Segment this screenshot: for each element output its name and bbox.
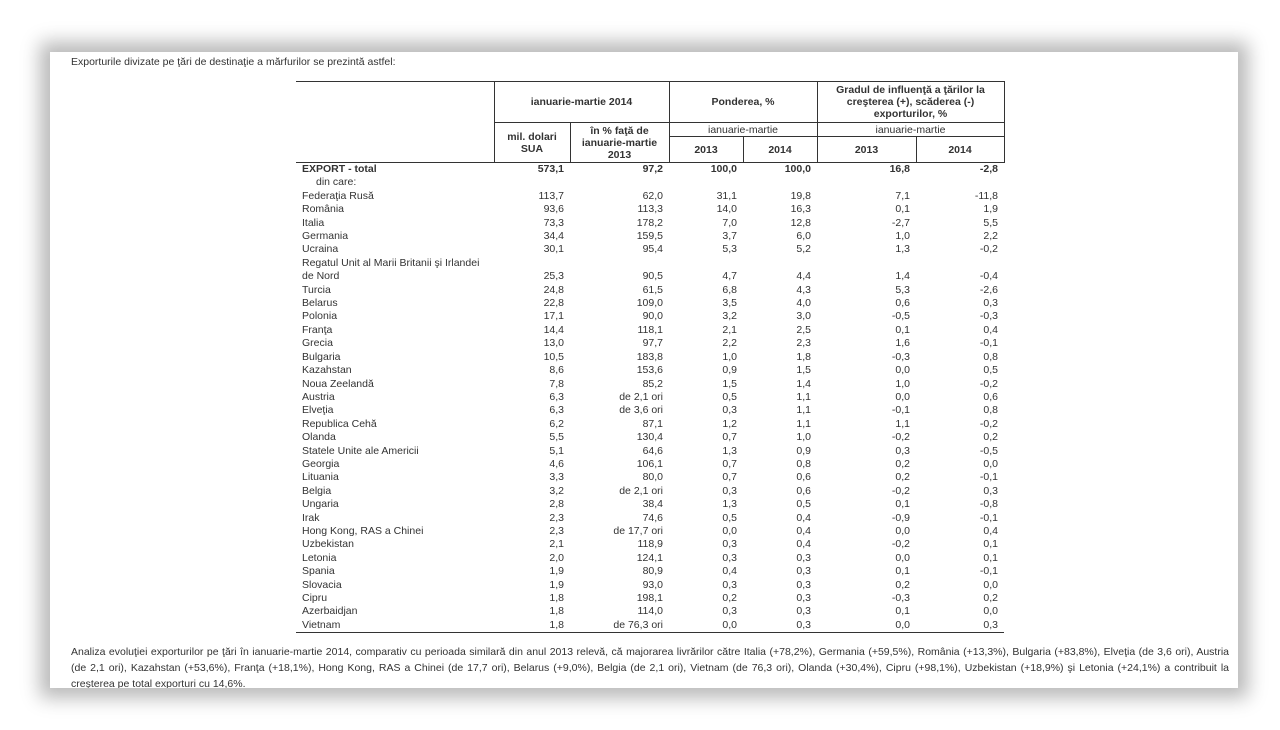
value-cell: 0,6: [796, 471, 811, 484]
table-row: [296, 525, 1004, 538]
value-cell: 0,2: [895, 457, 910, 470]
value-cell: 0,0: [983, 457, 998, 470]
table-row: [296, 552, 1004, 565]
value-cell: 87,1: [642, 417, 663, 430]
value-cell: 0,5: [983, 364, 998, 377]
table-row: [296, 431, 1004, 444]
value-cell: 2,1: [722, 323, 737, 336]
value-cell: 64,6: [642, 444, 663, 457]
country-cell: Italia: [302, 216, 325, 229]
country-cell: Austria: [302, 390, 335, 403]
country-cell: Lituania: [302, 471, 339, 484]
value-cell: 1,8: [796, 350, 811, 363]
value-cell: 3,0: [796, 310, 811, 323]
value-cell: 0,1: [983, 538, 998, 551]
value-cell: 1,1: [796, 404, 811, 417]
value-cell: 3,2: [722, 310, 737, 323]
value-cell: 4,4: [796, 270, 811, 283]
value-cell: 80,9: [642, 565, 663, 578]
country-cell: Ucraina: [302, 243, 339, 256]
value-cell: 61,5: [642, 283, 663, 296]
value-cell: de 3,6 ori: [619, 404, 663, 417]
value-cell: 118,9: [637, 538, 663, 551]
value-cell: 2,8: [549, 498, 564, 511]
country-cell: Elveţia: [302, 404, 334, 417]
value-cell: -0,3: [891, 592, 910, 604]
value-cell: de 2,1 ori: [619, 390, 663, 403]
value-cell: 106,1: [636, 457, 663, 470]
value-cell: 0,7: [722, 457, 737, 470]
value-cell: 97,2: [570, 163, 669, 177]
value-cell: -0,3: [979, 310, 998, 323]
value-cell: 113,7: [538, 189, 564, 202]
value-cell: -0,5: [979, 444, 998, 457]
value-cell: 0,3: [895, 444, 910, 457]
value-cell: 5,3: [895, 283, 910, 296]
value-cell: -0,3: [891, 350, 910, 363]
exports-table: [296, 81, 1005, 633]
table-row: [296, 605, 1004, 618]
value-cell: 14,0: [716, 203, 737, 216]
value-cell: [494, 257, 570, 270]
header-period-2014: ianuarie-martie 2014: [494, 82, 669, 123]
value-cell: 1,6: [895, 337, 910, 350]
value-cell: 2,5: [796, 323, 811, 336]
value-cell: 0,1: [983, 551, 998, 564]
value-cell: 0,7: [722, 431, 737, 444]
value-cell: 4,0: [796, 297, 811, 310]
value-cell: 0,2: [895, 578, 910, 591]
value-cell: 1,4: [796, 377, 811, 390]
value-cell: 6,3: [549, 404, 564, 417]
value-cell: 93,0: [642, 578, 663, 591]
country-cell: Germania: [302, 230, 349, 243]
value-cell: 0,7: [722, 471, 737, 484]
country-cell: Irak: [302, 511, 320, 524]
value-cell: 19,8: [790, 189, 811, 202]
country-cell: de Nord: [302, 270, 340, 283]
value-cell: de 76,3 ori: [570, 619, 669, 633]
table-row: [296, 592, 1004, 605]
value-cell: -2,7: [891, 216, 910, 229]
country-cell: Uzbekistan: [302, 538, 354, 551]
value-cell: 5,5: [549, 431, 564, 444]
country-cell: Azerbaidjan: [302, 605, 358, 618]
value-cell: 7,0: [722, 216, 737, 229]
value-cell: -0,1: [891, 404, 910, 417]
value-cell: 3,2: [549, 484, 564, 497]
table-row: [296, 485, 1004, 498]
header-influence-2014: 2014: [916, 137, 1004, 163]
table-body: [296, 163, 1004, 633]
value-cell: 0,0: [983, 605, 998, 618]
value-cell: 0,3: [722, 578, 737, 591]
value-cell: 31,1: [716, 189, 737, 202]
country-cell: Republica Cehă: [302, 417, 377, 430]
value-cell: 0,3: [722, 484, 737, 497]
value-cell: 0,4: [983, 524, 998, 537]
table-row: [296, 163, 1004, 177]
value-cell: -0,4: [979, 270, 998, 283]
value-cell: 0,1: [895, 498, 910, 511]
value-cell: 0,3: [796, 565, 811, 578]
value-cell: 159,5: [636, 230, 663, 243]
table-row: [296, 176, 1004, 189]
value-cell: 1,0: [895, 230, 910, 243]
table-row: [296, 230, 1004, 243]
value-cell: 0,3: [796, 592, 811, 604]
header-jan-mar-influence: ianuarie-martie: [817, 123, 1004, 137]
value-cell: 0,9: [796, 444, 811, 457]
table-row: [296, 284, 1004, 297]
table-row: [296, 445, 1004, 458]
value-cell: 1,3: [722, 498, 737, 511]
value-cell: 183,8: [636, 350, 663, 363]
value-cell: 0,3: [983, 484, 998, 497]
value-cell: [494, 176, 570, 189]
value-cell: 5,2: [796, 243, 811, 256]
value-cell: 95,4: [642, 243, 663, 256]
table-row: [296, 257, 1004, 270]
value-cell: 93,6: [543, 203, 564, 216]
value-cell: 100,0: [669, 163, 743, 177]
country-cell: EXPORT - total: [296, 163, 494, 177]
value-cell: 2,2: [722, 337, 737, 350]
value-cell: 0,8: [796, 457, 811, 470]
table-row: [296, 458, 1004, 471]
value-cell: [570, 257, 669, 270]
table-row: [296, 324, 1004, 337]
value-cell: 10,5: [543, 350, 564, 363]
value-cell: 80,0: [642, 471, 663, 484]
header-pct-vs: în % faţă de ianuarie-martie 2013: [570, 123, 669, 163]
value-cell: -2,8: [916, 163, 1004, 177]
country-cell: Federaţia Rusă: [302, 189, 374, 202]
value-cell: [743, 176, 817, 189]
value-cell: 1,3: [895, 243, 910, 256]
value-cell: [916, 257, 1004, 270]
value-cell: 0,3: [743, 619, 817, 633]
country-cell: Franţa: [302, 323, 333, 336]
country-cell: Ungaria: [302, 498, 339, 511]
country-cell: Vietnam: [296, 619, 494, 633]
value-cell: 0,3: [796, 578, 811, 591]
document-page: [50, 52, 1238, 688]
country-cell: Grecia: [302, 337, 333, 350]
country-cell: Spania: [302, 565, 335, 578]
value-cell: 2,3: [549, 511, 564, 524]
value-cell: 1,1: [796, 417, 811, 430]
table-row: [296, 579, 1004, 592]
value-cell: 0,8: [983, 404, 998, 417]
value-cell: -2,6: [979, 283, 998, 296]
value-cell: 130,4: [636, 431, 663, 444]
value-cell: 0,3: [916, 619, 1004, 633]
table-row: [296, 391, 1004, 404]
value-cell: 73,3: [543, 216, 564, 229]
value-cell: 124,1: [636, 551, 663, 564]
value-cell: 6,0: [796, 230, 811, 243]
value-cell: 0,5: [722, 390, 737, 403]
value-cell: 0,4: [796, 511, 811, 524]
value-cell: 4,7: [722, 270, 737, 283]
value-cell: 0,0: [895, 390, 910, 403]
value-cell: 0,5: [722, 511, 737, 524]
value-cell: 6,3: [549, 390, 564, 403]
value-cell: 114,0: [637, 605, 663, 618]
value-cell: 7,1: [895, 189, 910, 202]
value-cell: 100,0: [743, 163, 817, 177]
country-cell: Slovacia: [302, 578, 342, 591]
value-cell: 0,1: [895, 605, 910, 618]
value-cell: -0,1: [979, 471, 998, 484]
value-cell: 1,8: [494, 619, 570, 633]
country-cell: Noua Zeelandă: [302, 377, 374, 390]
value-cell: 0,2: [983, 592, 998, 604]
value-cell: 0,0: [895, 364, 910, 377]
value-cell: 0,0: [983, 578, 998, 591]
table-row: [296, 378, 1004, 391]
value-cell: -11,8: [974, 189, 998, 202]
country-cell: Kazahstan: [302, 364, 352, 377]
table-row: [296, 310, 1004, 323]
value-cell: 1,9: [983, 203, 998, 216]
value-cell: 4,6: [549, 457, 564, 470]
value-cell: 5,5: [983, 216, 998, 229]
value-cell: 2,0: [549, 551, 564, 564]
value-cell: 1,0: [895, 377, 910, 390]
value-cell: 113,3: [637, 203, 663, 216]
value-cell: 0,0: [895, 551, 910, 564]
country-cell: România: [302, 203, 345, 216]
value-cell: 1,2: [722, 417, 737, 430]
value-cell: 1,8: [549, 605, 564, 618]
value-cell: 2,3: [549, 524, 564, 537]
value-cell: 0,2: [722, 592, 737, 604]
value-cell: 3,3: [549, 471, 564, 484]
header-weight-2013: 2013: [669, 137, 743, 163]
value-cell: de 17,7 ori: [613, 524, 663, 537]
value-cell: -0,9: [891, 511, 910, 524]
table-row: [296, 297, 1004, 310]
value-cell: [669, 176, 743, 189]
value-cell: 0,8: [983, 350, 998, 363]
value-cell: 153,6: [636, 364, 663, 377]
value-cell: [817, 176, 916, 189]
value-cell: 198,1: [636, 592, 663, 604]
value-cell: 6,2: [549, 417, 564, 430]
table-header: [296, 82, 1004, 163]
header-weight-2014: 2014: [743, 137, 817, 163]
value-cell: [817, 257, 916, 270]
value-cell: 0,6: [796, 484, 811, 497]
value-cell: 30,1: [543, 243, 564, 256]
country-cell: Georgia: [302, 457, 340, 470]
value-cell: 16,8: [817, 163, 916, 177]
value-cell: 0,1: [895, 203, 910, 216]
table-row: [296, 418, 1004, 431]
value-cell: 178,2: [636, 216, 663, 229]
value-cell: 22,8: [543, 297, 564, 310]
value-cell: 3,7: [722, 230, 737, 243]
value-cell: 0,3: [722, 551, 737, 564]
value-cell: -0,1: [979, 511, 998, 524]
table-row: [296, 217, 1004, 230]
value-cell: 1,1: [895, 417, 910, 430]
country-cell: Bulgaria: [302, 350, 341, 363]
table-row: [296, 498, 1004, 511]
country-cell: Turcia: [302, 283, 331, 296]
table-row: [296, 351, 1004, 364]
value-cell: 17,1: [543, 310, 564, 323]
value-cell: 2,3: [796, 337, 811, 350]
country-cell: Letonia: [302, 551, 337, 564]
table-row: [296, 364, 1004, 377]
value-cell: -0,2: [891, 484, 910, 497]
value-cell: -0,2: [979, 243, 998, 256]
value-cell: -0,2: [979, 377, 998, 390]
header-influence: Gradul de influenţă a ţărilor la creşterea (+), scăderea (-) exporturilor, %: [817, 82, 1004, 123]
value-cell: 90,0: [642, 310, 663, 323]
header-usd: mil. dolari SUA: [494, 123, 570, 163]
value-cell: 573,1: [494, 163, 570, 177]
intro-text: Exporturile divizate pe ţări de destinaţie a mărfurilor se prezintă astfel:: [71, 56, 396, 68]
value-cell: 0,3: [796, 551, 811, 564]
header-jan-mar-weight: ianuarie-martie: [669, 123, 817, 137]
value-cell: 1,5: [722, 377, 737, 390]
value-cell: 90,5: [642, 270, 663, 283]
value-cell: 12,8: [790, 216, 811, 229]
table-row: [296, 565, 1004, 578]
value-cell: [669, 257, 743, 270]
value-cell: -0,1: [979, 337, 998, 350]
value-cell: 1,5: [796, 364, 811, 377]
value-cell: 1,9: [549, 565, 564, 578]
value-cell: 3,5: [722, 297, 737, 310]
value-cell: 7,8: [549, 377, 564, 390]
value-cell: [743, 257, 817, 270]
country-cell: Statele Unite ale Americii: [302, 444, 419, 457]
table-row: [296, 471, 1004, 484]
value-cell: 1,9: [549, 578, 564, 591]
header-influence-2013: 2013: [817, 137, 916, 163]
value-cell: 6,8: [722, 283, 737, 296]
value-cell: 0,2: [895, 471, 910, 484]
country-cell: Cipru: [302, 592, 328, 604]
table-row: [296, 404, 1004, 417]
value-cell: -0,8: [979, 498, 998, 511]
value-cell: 8,6: [549, 364, 564, 377]
value-cell: 34,4: [543, 230, 564, 243]
value-cell: -0,2: [891, 431, 910, 444]
summary-paragraph: Analiza evoluţiei exporturilor pe ţări în ianuarie-martie 2014, comparativ cu perioada similară din anul 2013 relevă, că majorarea livrărilor către Italia (+78,2%), Germania (+59,5%), România (+13,3%), Bulgaria (+83,8%), Elveţia (de 3,6 ori), Austria (de 2,1 ori), Kazahstan (+53,6%), Franţa (+18,1%), Hong Kong, RAS a Chinei (de 17,7 ori), Belarus (+9,0%), Belgia (de 2,1 ori), Vietnam (de 76,3 ori), Olanda (+30,4%), Cipru (+98,1%), Uzbekistan (+18,9%) şi Letonia (+24,1%) a contribuit la creşterea pe total exporturi cu 14,6%.: [71, 646, 1229, 688]
value-cell: [570, 176, 669, 189]
country-cell: din care:: [316, 176, 357, 189]
value-cell: 1,0: [722, 350, 737, 363]
value-cell: 1,3: [722, 444, 737, 457]
value-cell: [916, 176, 1004, 189]
country-cell: Hong Kong, RAS a Chinei: [302, 524, 424, 537]
value-cell: 0,6: [983, 390, 998, 403]
table-row: [296, 538, 1004, 551]
table-row: [296, 243, 1004, 256]
value-cell: 0,0: [722, 524, 737, 537]
value-cell: 1,1: [796, 390, 811, 403]
value-cell: 0,3: [722, 404, 737, 417]
value-cell: 0,0: [895, 524, 910, 537]
value-cell: 1,8: [549, 592, 564, 604]
value-cell: -0,2: [979, 417, 998, 430]
value-cell: 0,5: [796, 498, 811, 511]
country-cell: Polonia: [302, 310, 338, 323]
table-row: [296, 270, 1004, 283]
table-row: [296, 512, 1004, 525]
value-cell: 0,4: [722, 565, 737, 578]
country-cell: Belarus: [302, 297, 338, 310]
table-row: [296, 619, 1004, 633]
value-cell: 5,1: [549, 444, 564, 457]
value-cell: 0,3: [796, 605, 811, 618]
value-cell: 14,4: [543, 323, 564, 336]
country-cell: Regatul Unit al Marii Britanii şi Irlandei: [302, 256, 480, 269]
value-cell: 38,4: [642, 498, 663, 511]
value-cell: 118,1: [637, 323, 663, 336]
value-cell: 0,4: [796, 538, 811, 551]
value-cell: 0,0: [669, 619, 743, 633]
value-cell: 24,8: [543, 283, 564, 296]
value-cell: 5,3: [722, 243, 737, 256]
table-row: [296, 203, 1004, 216]
value-cell: 85,2: [642, 377, 663, 390]
value-cell: 0,9: [722, 364, 737, 377]
value-cell: 4,3: [796, 283, 811, 296]
value-cell: -0,5: [891, 310, 910, 323]
value-cell: 0,2: [983, 431, 998, 444]
value-cell: 2,2: [983, 230, 998, 243]
value-cell: 109,0: [636, 297, 663, 310]
value-cell: -0,2: [891, 538, 910, 551]
value-cell: 13,0: [543, 337, 564, 350]
value-cell: 0,1: [895, 323, 910, 336]
value-cell: 0,3: [983, 297, 998, 310]
value-cell: 1,4: [895, 270, 910, 283]
value-cell: 0,4: [796, 524, 811, 537]
header-corner: [296, 82, 494, 163]
country-cell: Olanda: [302, 431, 336, 444]
table-row: [296, 190, 1004, 203]
value-cell: 25,3: [543, 270, 564, 283]
header-weight: Ponderea, %: [669, 82, 817, 123]
value-cell: 62,0: [642, 189, 663, 202]
value-cell: 1,0: [796, 431, 811, 444]
value-cell: 0,0: [817, 619, 916, 633]
value-cell: -0,1: [979, 565, 998, 578]
value-cell: 74,6: [642, 511, 663, 524]
table-row: [296, 337, 1004, 350]
value-cell: 0,6: [895, 297, 910, 310]
value-cell: de 2,1 ori: [619, 484, 663, 497]
value-cell: 16,3: [790, 203, 811, 216]
value-cell: 0,3: [722, 538, 737, 551]
value-cell: 0,4: [983, 323, 998, 336]
value-cell: 0,3: [722, 605, 737, 618]
value-cell: 2,1: [549, 538, 564, 551]
value-cell: 0,1: [895, 565, 910, 578]
country-cell: Belgia: [302, 484, 332, 497]
value-cell: 97,7: [642, 337, 663, 350]
